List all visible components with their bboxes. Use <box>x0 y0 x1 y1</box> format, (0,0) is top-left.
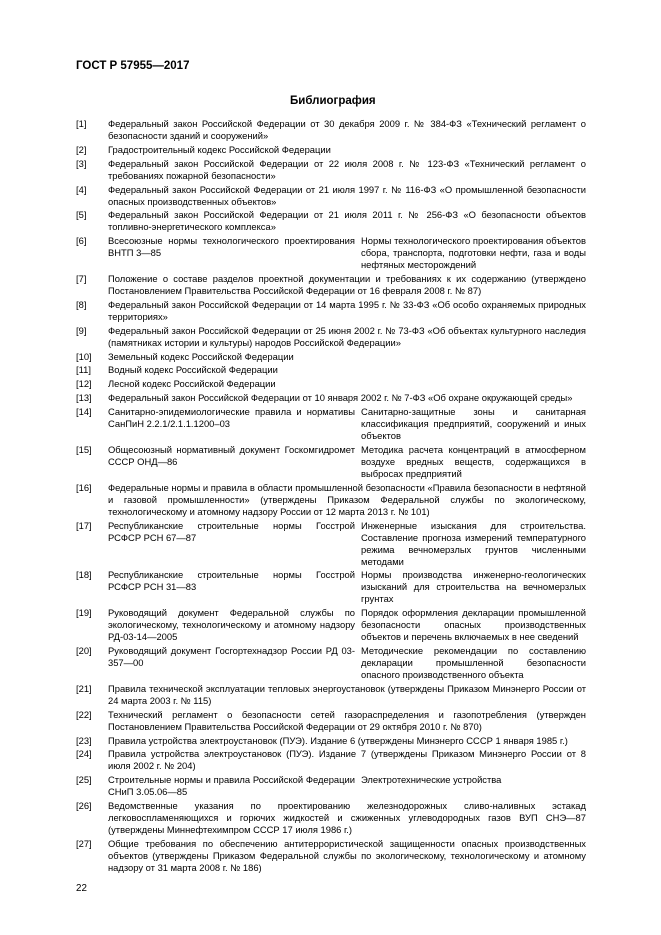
bibliography-list <box>76 118 586 876</box>
entry-number: [16] <box>76 481 92 493</box>
entry-description: Инженерные изыскания для строительства. Составление прогноза измерений температурного режима вечномерзлых грунтов численными методами <box>361 519 586 567</box>
entry-number: [21] <box>76 682 92 694</box>
entry-number: [5] <box>76 209 87 221</box>
entry-text: Федеральный закон Российской Федерации от 30 декабря 2009 г. № 384-ФЗ «Технический регламент о безопасности зданий и сооружений» <box>108 118 586 141</box>
entry-text: Федеральный закон Российской Федерации от 14 марта 1995 г. № 33-ФЗ «Об особо охраняемых природных территориях» <box>108 298 586 322</box>
entry-number: [24] <box>76 748 92 760</box>
entry-source: Общесоюзный нормативный документ Госкомгидромет СССР ОНД—86 <box>108 443 355 467</box>
bibliography-entry <box>76 184 586 208</box>
bibliography-entry <box>76 569 586 605</box>
bibliography-entry <box>76 273 586 297</box>
entry-description: Методические рекомендации по составлению декларации промышленной безопасности опасного производственного объекта <box>361 645 586 681</box>
entry-number: [13] <box>76 392 92 404</box>
entry-number: [7] <box>76 273 87 285</box>
entry-text: Федеральный закон Российской Федерации от 21 июля 2011 г. № 256-ФЗ «О безопасности объектов топливно-энергетического комплекса» <box>108 209 586 233</box>
entry-source: Республиканские строительные нормы Госстрой РСФСР РСН 67—87 <box>108 519 355 543</box>
entry-number: [18] <box>76 569 92 581</box>
bibliography-entry <box>76 299 586 323</box>
entry-text: Градостроительный кодекс Российской Федерации <box>108 143 331 155</box>
bibliography-entry <box>76 378 586 390</box>
entry-source: Строительные нормы и правила Российской Федерации СНиП 3.05.06—85 <box>108 774 355 798</box>
bibliography-entry <box>76 683 586 707</box>
bibliography-entry <box>76 235 586 271</box>
entry-text: Технический регламент о безопасности сетей газораспределения и газопотребления (утвержден Постановлением Правительства Российской Федерации от 29 октября 2010 г. № 870) <box>108 708 586 732</box>
bibliography-entry <box>76 158 586 182</box>
entry-number: [23] <box>76 734 92 746</box>
entry-text: Земельный кодекс Российской Федерации <box>108 350 294 362</box>
entry-number: [6] <box>76 235 87 247</box>
document-header: ГОСТ Р 57955—2017 <box>76 60 190 72</box>
bibliography-entry <box>76 392 586 404</box>
entry-number: [8] <box>76 298 87 310</box>
entry-number: [12] <box>76 378 92 390</box>
entry-text: Положение о составе разделов проектной документации и требованиях к их содержанию (утверждено Постановлением Правительства Российской Федерации от 16 февраля 2008 г. № 87) <box>108 273 586 297</box>
bibliography-entry <box>76 482 586 518</box>
bibliography-entry <box>76 800 586 836</box>
section-title: Библиография <box>290 95 376 107</box>
bibliography-entry <box>76 325 586 349</box>
entry-text: Водный кодекс Российской Федерации <box>108 364 278 376</box>
entry-text: Федеральный закон Российской Федерации от 22 июля 2008 г. № 123-ФЗ «Технический регламент о требованиях пожарной безопасности» <box>108 157 586 181</box>
entry-text: Правила устройства электроустановок (ПУЭ). Издание 6 (утверждены Минэнерго СССР 1 января 1985 г.) <box>108 734 568 746</box>
entry-text: Ведомственные указания по проектированию железнодорожных сливо-наливных эстакад легковоспламеняющихся и горючих жидкостей и сжиженных углеводородных газов ВУП СНЭ—87 (утверждены Миннефтехимпром СССР 17 июля 1986 г.) <box>108 800 586 836</box>
entry-source: Санитарно-эпидемиологические правила и нормативы СанПиН 2.2.1/2.1.1.1200–03 <box>108 405 355 429</box>
entry-description: Порядок оформления декларации промышленной безопасности опасных производственных объектов и перечень включаемых в нее сведений <box>361 607 586 643</box>
bibliography-entry <box>76 748 586 772</box>
bibliography-entry <box>76 838 586 874</box>
entry-number: [1] <box>76 118 87 129</box>
bibliography-entry <box>76 774 586 798</box>
bibliography-entry <box>76 444 586 480</box>
entry-text: Федеральный закон Российской Федерации от 25 июня 2002 г. № 73-ФЗ «Об объектах культурного наследия (памятниках истории и культуры) народов Российской Федерации» <box>108 324 586 348</box>
bibliography-entry <box>76 209 586 233</box>
entry-source: Республиканские строительные нормы Госстрой РСФСР РСН 31—83 <box>108 569 355 593</box>
bibliography-entry <box>76 709 586 733</box>
entry-number: [20] <box>76 645 92 657</box>
entry-number: [2] <box>76 143 87 155</box>
entry-description: Электротехнические устройства <box>361 774 502 786</box>
entry-source: Всесоюзные нормы технологического проектирования ВНТП 3—85 <box>108 235 355 259</box>
entry-source: Руководящий документ Федеральной службы по экологическому, технологическому и атомному надзору РД-03-14—2005 <box>108 607 355 643</box>
bibliography-entry <box>76 520 586 568</box>
entry-number: [15] <box>76 443 92 455</box>
bibliography-entry <box>76 406 586 442</box>
page-number: 22 <box>76 883 87 894</box>
entry-number: [19] <box>76 607 92 619</box>
entry-description: Санитарно-защитные зоны и санитарная классификация предприятий, сооружений и иных объектов <box>361 405 586 441</box>
bibliography-entry <box>76 351 586 363</box>
entry-text: Общие требования по обеспечению антитеррористической защищенности опасных производственных объектов (утверждены Приказом Федеральной службы по экологическому, технологическому и атомному надзору от 31 марта 2008 г. № 186) <box>108 837 586 873</box>
entry-text: Федеральный закон Российской Федерации от 21 июля 1997 г. № 116-ФЗ «О промышленной безопасности опасных производственных объектов» <box>108 183 586 207</box>
entry-number: [4] <box>76 183 87 195</box>
entry-number: [14] <box>76 405 92 417</box>
bibliography-entry <box>76 607 586 643</box>
entry-text: Правила технической эксплуатации тепловых энергоустановок (утверждены Приказом Минэнерго России от 24 марта 2003 г. № 115) <box>108 682 586 706</box>
entry-number: [9] <box>76 324 87 336</box>
bibliography-entry <box>76 144 586 156</box>
entry-text: Федеральные нормы и правила в области промышленной безопасности «Правила безопасности в нефтяной и газовой промышленности» (утверждены Приказом Федеральной службы по экологическому, технологическому и атомному надзору России от 12 марта 2013 г. № 101) <box>108 481 586 517</box>
entry-text: Лесной кодекс Российской Федерации <box>108 378 276 390</box>
bibliography-entry <box>76 735 586 747</box>
entry-description: Нормы технологического проектирования объектов сбора, транспорта, подготовки нефти, газа и воды нефтяных месторождений <box>361 235 586 271</box>
entry-number: [10] <box>76 350 92 362</box>
entry-number: [3] <box>76 157 87 169</box>
entry-description: Нормы производства инженерно-геологических изысканий для строительства на вечномерзлых грунтах <box>361 569 586 605</box>
bibliography-entry <box>76 645 586 681</box>
entry-number: [26] <box>76 800 92 812</box>
entry-number: [25] <box>76 774 92 786</box>
bibliography-entry <box>76 118 586 142</box>
entry-description: Методика расчета концентраций в атмосферном воздухе вредных веществ, содержащихся в выбросах предприятий <box>361 443 586 479</box>
entry-number: [27] <box>76 837 92 849</box>
entry-number: [17] <box>76 519 92 531</box>
entry-text: Правила устройства электроустановок (ПУЭ). Издание 7 (утверждены Приказом Минэнерго России от 8 июля 2002 г. № 204) <box>108 748 586 772</box>
bibliography-entry <box>76 364 586 376</box>
entry-source: Руководящий документ Госгортехнадзор России РД 03-357—00 <box>108 645 355 669</box>
entry-number: [22] <box>76 708 92 720</box>
entry-text: Федеральный закон Российской Федерации от 10 января 2002 г. № 7-ФЗ «Об охране окружающей среды» <box>108 392 573 404</box>
entry-number: [11] <box>76 364 91 376</box>
